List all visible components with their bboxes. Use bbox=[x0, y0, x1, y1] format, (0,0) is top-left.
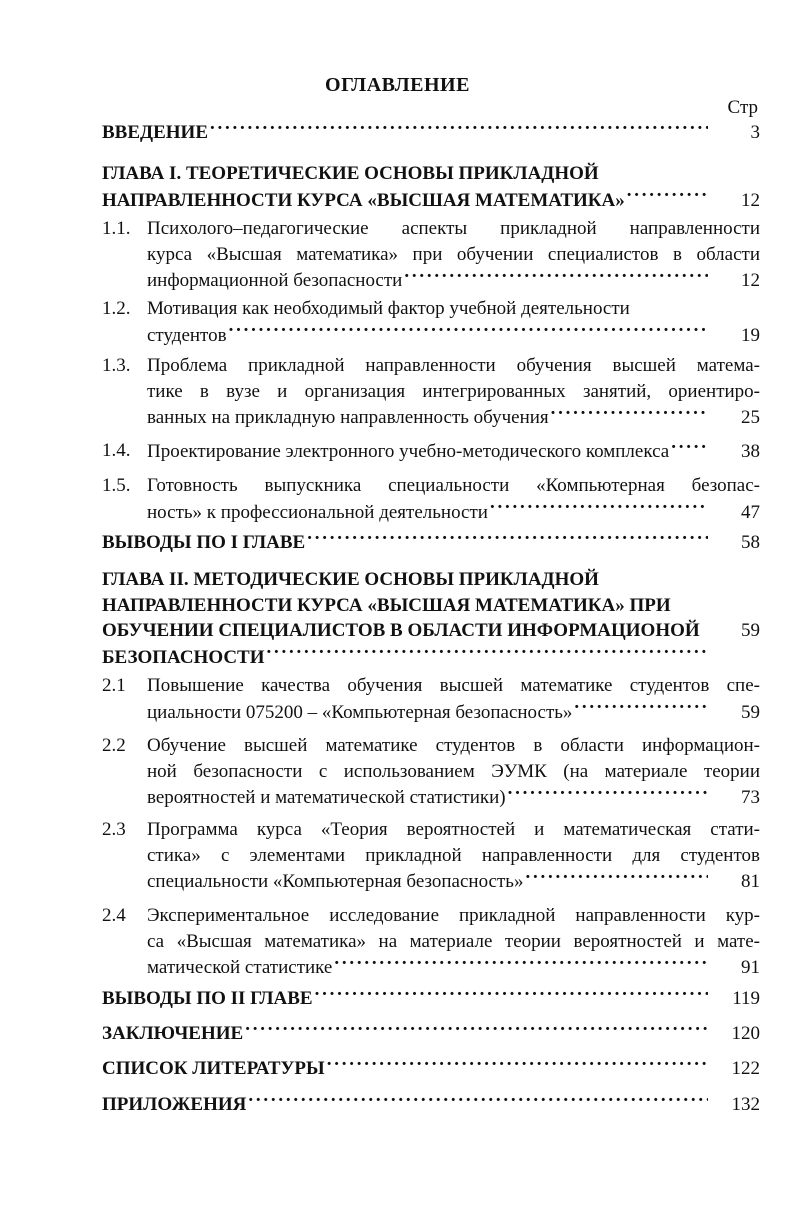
page-number: 122 bbox=[731, 1058, 760, 1079]
page-column-label: Стр bbox=[727, 97, 758, 118]
section-line: ванных на прикладную направленность обучения bbox=[147, 407, 549, 428]
chapter-title-line: НАПРАВЛЕННОСТИ КУРСА «ВЫСШАЯ МАТЕМАТИКА» bbox=[102, 189, 625, 211]
section-number: 1.3. bbox=[102, 355, 131, 376]
page-number: 119 bbox=[732, 988, 760, 1009]
toc-entry-references[interactable] bbox=[102, 1055, 760, 1082]
entry-title: СПИСОК ЛИТЕРАТУРЫ bbox=[102, 1058, 325, 1079]
toc-section-1-2[interactable] bbox=[102, 296, 760, 348]
section-number: 1.4. bbox=[102, 440, 131, 461]
toc-section-2-3[interactable] bbox=[102, 817, 760, 895]
toc-section-1-4[interactable] bbox=[102, 438, 760, 465]
section-line: Проблема прикладной направленности обучения высшей матема- bbox=[147, 355, 760, 376]
section-number: 1.2. bbox=[102, 298, 131, 319]
page-number: 38 bbox=[741, 441, 760, 462]
page-number: 47 bbox=[741, 501, 760, 523]
page-number: 25 bbox=[741, 407, 760, 428]
dot-leader bbox=[671, 438, 708, 457]
section-number: 2.2 bbox=[102, 735, 126, 756]
dot-leader bbox=[574, 699, 708, 718]
section-line: ной безопасности с использованием ЭУМК (на материале теории bbox=[147, 760, 760, 782]
section-line: Программа курса «Теория вероятностей и математическая стати- bbox=[147, 819, 760, 840]
section-number: 2.3 bbox=[102, 819, 126, 840]
chapter-title-line: ГЛАВА I. ТЕОРЕТИЧЕСКИЕ ОСНОВЫ ПРИКЛАДНОЙ bbox=[102, 163, 599, 184]
dot-leader bbox=[525, 868, 708, 887]
toc-section-2-4[interactable] bbox=[102, 903, 760, 981]
section-line: циальности 075200 – «Компьютерная безопасность» bbox=[147, 701, 573, 723]
dot-leader bbox=[210, 119, 708, 138]
section-line: студентов bbox=[147, 324, 227, 346]
section-line: Проектирование электронного учебно-методического комплекса bbox=[147, 441, 670, 462]
page-title: ОГЛАВЛЕНИЕ bbox=[325, 74, 470, 96]
chapter-title-line: НАПРАВЛЕННОСТИ КУРСА «ВЫСШАЯ МАТЕМАТИКА» ПРИ bbox=[102, 594, 671, 616]
section-line: Экспериментальное исследование прикладной направленности кур- bbox=[147, 905, 760, 926]
toc-entry-appendices[interactable] bbox=[102, 1091, 760, 1118]
section-line: курса «Высшая математика» при обучении специалистов в области bbox=[147, 243, 760, 265]
dot-leader bbox=[551, 404, 708, 423]
toc-entry-conclusion[interactable] bbox=[102, 1020, 760, 1047]
section-line: информационной безопасности bbox=[147, 270, 403, 291]
toc-entry-intro[interactable] bbox=[102, 119, 760, 146]
chapter-title-line: ОБУЧЕНИИ СПЕЦИАЛИСТОВ В ОБЛАСТИ ИНФОРМАЦИОНОЙ bbox=[102, 620, 700, 641]
section-line: вероятностей и математической статистики) bbox=[147, 787, 506, 808]
toc-entry-conclusions-1[interactable] bbox=[102, 529, 760, 556]
section-line: специальности «Компьютерная безопасность» bbox=[147, 871, 524, 892]
dot-leader bbox=[245, 1020, 708, 1039]
page-number: 58 bbox=[741, 532, 760, 553]
entry-title: ВЫВОДЫ ПО II ГЛАВЕ bbox=[102, 988, 313, 1009]
toc-entry-conclusions-2[interactable] bbox=[102, 985, 760, 1012]
page-number: 19 bbox=[741, 324, 760, 346]
toc-section-1-1[interactable] bbox=[102, 216, 760, 294]
toc-section-1-5[interactable] bbox=[102, 473, 760, 525]
section-line: са «Высшая математика» на материале теории вероятностей и мате- bbox=[147, 930, 760, 952]
page-number: 59 bbox=[741, 620, 760, 641]
page-number: 12 bbox=[741, 270, 760, 291]
dot-leader bbox=[327, 1055, 708, 1074]
dot-leader bbox=[229, 322, 708, 341]
section-number: 1.1. bbox=[102, 218, 131, 239]
chapter-title-line: ГЛАВА II. МЕТОДИЧЕСКИЕ ОСНОВЫ ПРИКЛАДНОЙ bbox=[102, 569, 599, 590]
chapter-title-line: БЕЗОПАСНОСТИ bbox=[102, 646, 265, 668]
section-line: Психолого–педагогические аспекты прикладной направленности bbox=[147, 218, 760, 239]
dot-leader bbox=[267, 644, 708, 663]
section-line: Мотивация как необходимый фактор учебной деятельности bbox=[147, 298, 630, 319]
page-number: 73 bbox=[741, 787, 760, 808]
section-line: Обучение высшей математике студентов в области информацион- bbox=[147, 735, 760, 756]
page-number: 12 bbox=[741, 189, 760, 211]
section-line: тике в вузе и организация интегрированных занятий, ориентиро- bbox=[147, 380, 760, 402]
toc-entry-chapter-1[interactable] bbox=[102, 161, 760, 213]
dot-leader bbox=[334, 954, 708, 973]
entry-title: ПРИЛОЖЕНИЯ bbox=[102, 1094, 247, 1115]
entry-title: ЗАКЛЮЧЕНИЕ bbox=[102, 1023, 244, 1044]
toc-section-2-2[interactable] bbox=[102, 733, 760, 811]
dot-leader bbox=[307, 529, 708, 548]
section-line: ность» к профессиональной деятельности bbox=[147, 501, 488, 523]
section-line: Готовность выпускника специальности «Компьютерная безопас- bbox=[147, 475, 760, 496]
dot-leader bbox=[315, 985, 708, 1004]
section-line: матической статистике bbox=[147, 957, 333, 978]
entry-title: ВВЕДЕНИЕ bbox=[102, 122, 208, 143]
section-number: 1.5. bbox=[102, 475, 131, 496]
page-number: 3 bbox=[750, 122, 760, 143]
dot-leader bbox=[508, 784, 708, 803]
entry-title: ВЫВОДЫ ПО I ГЛАВЕ bbox=[102, 532, 306, 553]
toc-entry-chapter-2[interactable] bbox=[102, 567, 760, 670]
dot-leader bbox=[627, 187, 708, 206]
page-number: 120 bbox=[731, 1023, 760, 1044]
page-number: 81 bbox=[741, 871, 760, 892]
section-number: 2.4 bbox=[102, 905, 126, 926]
dot-leader bbox=[404, 267, 708, 286]
section-number: 2.1 bbox=[102, 675, 126, 696]
section-line: Повышение качества обучения высшей математике студентов спе- bbox=[147, 675, 760, 696]
section-line: стика» с элементами прикладной направленности для студентов bbox=[147, 844, 760, 866]
toc-section-1-3[interactable] bbox=[102, 353, 760, 431]
toc-section-2-1[interactable] bbox=[102, 673, 760, 725]
page-number: 59 bbox=[741, 701, 760, 723]
page-number: 132 bbox=[731, 1094, 760, 1115]
dot-leader bbox=[248, 1091, 708, 1110]
dot-leader bbox=[490, 499, 708, 518]
page-number: 91 bbox=[741, 957, 760, 978]
